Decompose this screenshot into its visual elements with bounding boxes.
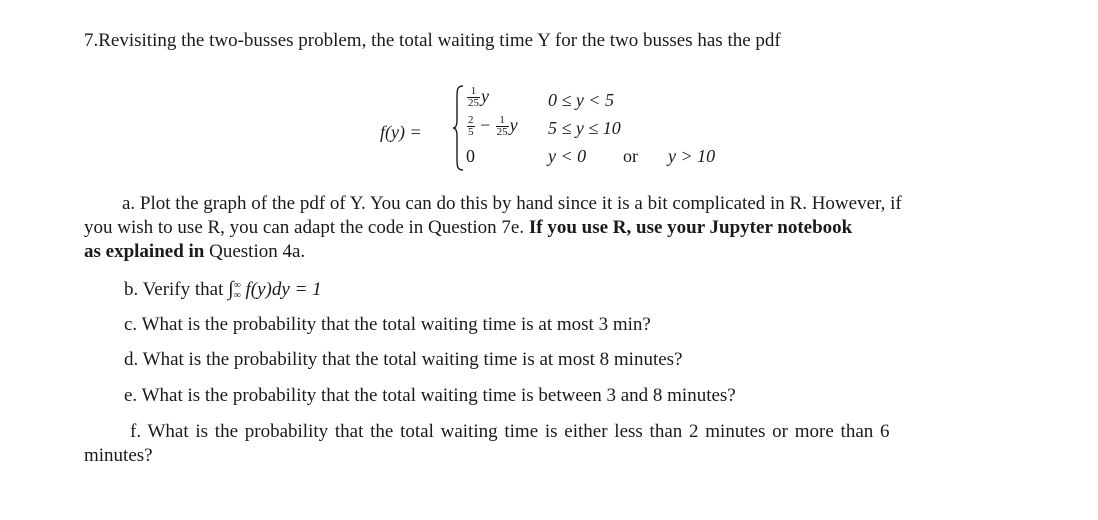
part-b: b. Verify that ∫ ∞ ∞ f(y)dy = 1 [124,278,322,301]
question-heading: 7.Revisiting the two-busses problem, the total waiting time Y for the two busses has the pdf [84,30,781,51]
case-1-expression: $\frac{1}{25}$ y [468,85,489,110]
part-a-line-2: you wish to use R, you can adapt the code in Question 7e. If you use R, use your Jupyter notebook [84,217,853,238]
part-a [84,192,1024,264]
pdf-definition [380,82,760,172]
case-3-expression: 0 [466,146,475,166]
fraction-2-5: $\frac{2}{5}$ [468,114,474,139]
part-a-line-3: as explained in Question 4a. [84,241,306,262]
part-a-line-1: a. Plot the graph of the pdf of Y. You can do this by hand since it is a bit complicated in R. However, if [122,193,902,214]
part-f-line-2: minutes? [84,445,153,466]
part-f-line-1: f. What is the probability that the total waiting time is either less than 2 minutes or more than 6 [130,421,890,442]
part-d: d. What is the probability that the total waiting time is at most 8 minutes? [124,349,683,370]
part-f [84,420,1024,468]
case-3-or: or [623,146,638,166]
part-c: c. What is the probability that the total waiting time is at most 3 min? [124,314,651,335]
case-3-condition-lower: y < 0 [548,146,587,166]
case-2-expression: $\frac{2}{5}$ − $\frac{1}{25}$ y [468,114,518,139]
pdf-lhs: f(y) = [380,122,422,142]
fraction-1-25: $\frac{1}{25}$ [468,85,479,110]
part-e: e. What is the probability that the total waiting time is between 3 and 8 minutes? [124,385,736,406]
fraction-1-25-b: $\frac{1}{25}$ [496,114,508,139]
case-1-condition: 0 ≤ y < 5 [548,90,615,110]
integral-symbol: ∫ [228,278,234,300]
case-3-condition-upper: y > 10 [668,146,716,166]
left-brace [452,84,464,172]
case-2-condition: 5 ≤ y ≤ 10 [548,118,621,138]
part-a-bold-instruction: If you use R, use your Jupyter notebook [528,217,853,238]
integral-limits: ∞ ∞ [233,279,241,301]
